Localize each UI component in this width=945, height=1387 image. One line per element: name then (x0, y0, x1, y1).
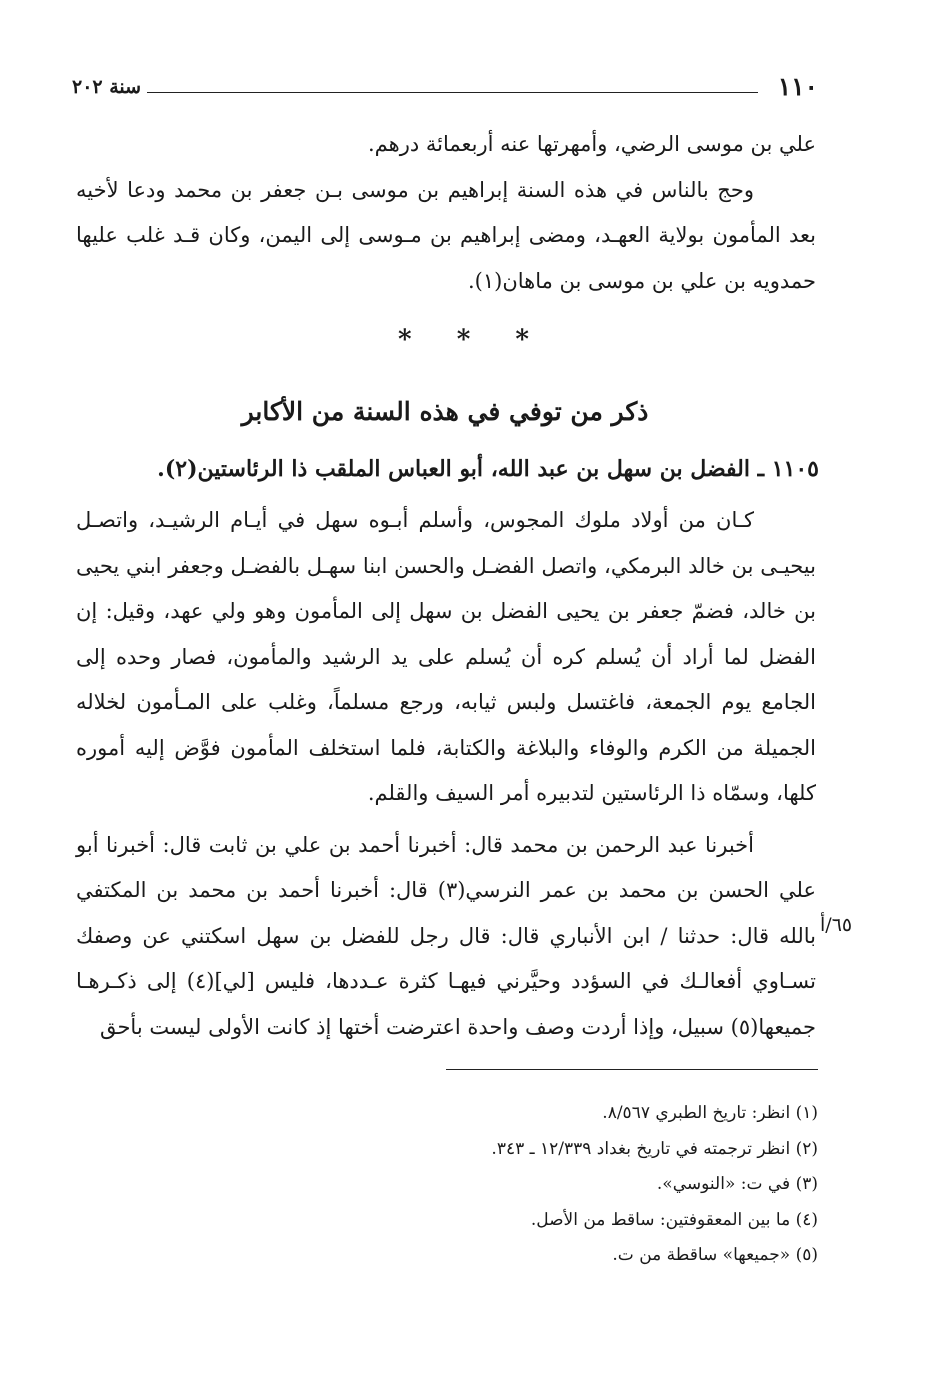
footnote-rule (446, 1069, 818, 1070)
footnote: (٢) انظر ترجمته في تاريخ بغداد ١٢/٣٣٩ ـ ٣٤٣. (491, 1138, 818, 1159)
year-label: سنة ٢٠٢ (72, 76, 142, 98)
footnote: (١) انظر: تاريخ الطبري ٨/٥٦٧. (602, 1103, 818, 1123)
paragraph: أخبرنا عبد الرحمن بن محمد قال: أخبرنا أحمد بن علي بن ثابت قال: أخبرنا أبو علي الحسن بن محمد بن عمر النرسي(٣) قال: أخبرنا أحمد بن محمد بن المكتفي بالله قال: حدثنا / ابن الأنباري قال: قال رجل للفضل بن سهل اسكتني عن وصفك تسـاوي أفعالـك في السؤدد وحيَّرني فيهـا كثرة عـددها، فليس [لي](٤) إلى ذكـرهـا جميعها(٥) سبيل، وإذا أردت وصف واحدة اعترضت أختها إذ كانت الأولى ليست بأحق (76, 832, 816, 1039)
footnote: (٥) «جميعها» ساقطة من ت. (612, 1245, 818, 1265)
page-header (72, 70, 818, 104)
footnote: (٣) في ت: «النوسي». (656, 1174, 818, 1194)
header-rule (147, 92, 758, 93)
biography-heading: ١١٠٥ ـ الفضل بن سهل بن عبد الله، أبو العباس الملقب ذا الرئاستين(٢). (157, 456, 819, 482)
manuscript-folio-note: ٦٥/أ (820, 914, 853, 936)
section-separator: * * * (398, 325, 547, 355)
paragraph: كـان من أولاد ملوك المجوس، وأسلم أبـوه سهل في أيـام الرشيـد، واتصـل بيحيـى بن خالد البرمكي، واتصل الفضـل والحسن ابنا سهـل بالفضـل وجعفر ابني يحيى بن خالد، فضمّ جعفر بن يحيى الفضل بن سهل إلى المأمون وهو ولي عهد، وقيل: إن الفضل لما أراد أن يُسلم كره أن يُسلم على يد الرشيد والمأمون، فصار وحده إلى الجامع يوم الجمعة، فاغتسل ولبس ثيابه، ورجع مسلماً، وغلب على المـأمون لخلاله الجميلة من الكرم والوفاء والبلاغة والكتابة، فلما استخلف المأمون فوَّض إليه أموره كلها، وسمّاه ذا الرئاستين لتدبيره أمر السيف والقلم. (76, 508, 816, 805)
biography-text-block (76, 498, 816, 1050)
section-title: ذكر من توفي في هذه السنة من الأكابر (241, 397, 649, 426)
footnote: (٤) ما بين المعقوفتين: ساقط من الأصل. (530, 1209, 818, 1230)
top-text-block (76, 122, 816, 304)
page-number: ١١٠ (777, 72, 818, 101)
paragraph: علي بن موسى الرضي، وأمهرتها عنه أربعمائة درهم. (367, 132, 816, 156)
paragraph: وحج بالناس في هذه السنة إبراهيم بن موسى بـن جعفر بن محمد ودعا لأخيه بعد المأمون بولاية العهـد، ومضى إبراهيم بن مـوسى إلى اليمن، وكان قـد غلب عليها حمدويه بن علي بن موسى بن ماهان(١). (76, 177, 816, 293)
footnotes (118, 1096, 818, 1274)
